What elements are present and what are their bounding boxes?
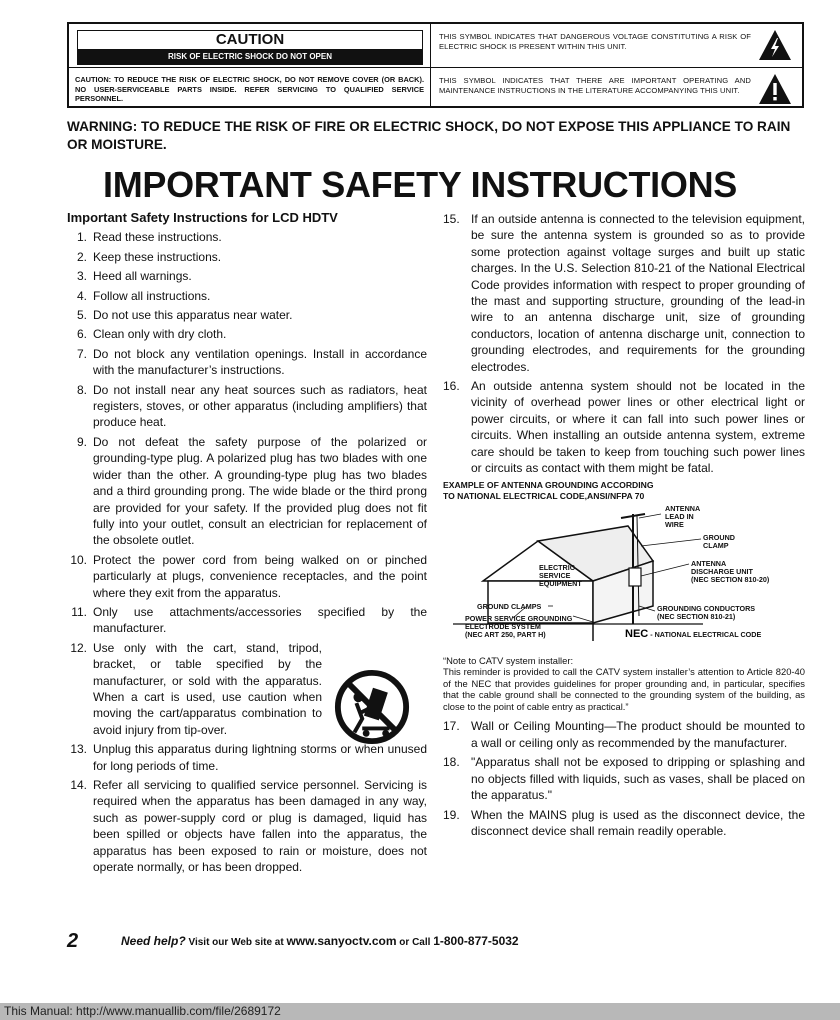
- list-item-number: 11.: [71, 604, 87, 619]
- list-item-text: Do not block any ventilation openings. Install in accordance with the manufacturer’s instructions.: [93, 346, 427, 378]
- visit-text: Visit our Web site at: [185, 937, 287, 948]
- list-item-text: Only use attachments/accessories specified by the manufacturer.: [93, 604, 427, 636]
- list-item: [67, 229, 427, 245]
- list-item-text: Do not install near any heat sources such as radiators, heat registers, stoves, or other apparatus (including amplifiers) that produce heat.: [93, 382, 427, 430]
- left-column: [67, 210, 427, 878]
- label-antenna-2: LEAD IN: [665, 511, 694, 521]
- list-item-text: Keep these instructions.: [93, 249, 222, 264]
- label-discharge-2: DISCHARGE UNIT: [691, 566, 753, 576]
- caution-text-cell: [69, 68, 431, 106]
- list-item-text: Follow all instructions.: [93, 288, 211, 303]
- manual-link-bar[interactable]: This Manual: http://www.manuallib.com/file/2689172: [0, 1003, 840, 1020]
- label-electric-1: ELECTRIC: [539, 562, 575, 572]
- list-item: [67, 268, 427, 284]
- website-link[interactable]: www.sanyoctv.com: [286, 934, 397, 948]
- list-item: [67, 777, 427, 875]
- catv-note: [443, 655, 805, 713]
- list-item-number: 1.: [76, 230, 87, 245]
- list-item-number: 13.: [70, 742, 87, 757]
- label-conductors-2: (NEC SECTION 810-21): [657, 611, 736, 621]
- list-item-text: Unplug this apparatus during lightning storms or when unused for long periods of time.: [93, 742, 427, 773]
- caution-text: CAUTION: TO REDUCE THE RISK OF ELECTRIC SHOCK, DO NOT REMOVE COVER (OR BACK). NO USER-SERVICEABLE PARTS INSIDE. REFER SERVICING TO QUALIFIED SERVICE PERSONNEL.: [75, 75, 424, 103]
- caution-box: [67, 22, 804, 108]
- label-clamp-1: GROUND: [703, 532, 735, 542]
- cart-tipover-warning-icon: [333, 668, 411, 746]
- list-item: [67, 741, 427, 774]
- subheading: Important Safety Instructions for LCD HDTV: [67, 210, 338, 225]
- caution-header-cell: [69, 24, 431, 68]
- list-item-number: 8.: [76, 382, 87, 397]
- label-power-2: ELECTRODE SYSTEM: [465, 621, 541, 631]
- label-discharge-1: ANTENNA: [691, 558, 727, 568]
- voltage-symbol-text: THIS SYMBOL INDICATES THAT DANGEROUS VOLTAGE CONSTITUTING A RISK OF ELECTRIC SHOCK IS PRESENT WITHIN THIS UNIT.: [439, 32, 751, 51]
- label-nec-bold: NEC: [625, 627, 649, 640]
- need-help-text: Need help?: [121, 934, 186, 948]
- list-item: [67, 604, 427, 637]
- label-ground-clamps: GROUND CLAMPS: [477, 601, 542, 611]
- figure-caption-line2: TO NATIONAL ELECTRICAL CODE,ANSI/NFPA 70: [443, 490, 645, 501]
- list-item: [67, 249, 427, 265]
- discharge-unit: [629, 568, 641, 586]
- list-item: [443, 718, 805, 751]
- list-item-number: 18.: [443, 755, 460, 770]
- exclamation-symbol-cell: [431, 68, 802, 106]
- voltage-symbol-cell: [431, 24, 802, 68]
- label-nec: [625, 628, 761, 640]
- figure-caption: [443, 480, 805, 502]
- label-electric-2: SERVICE: [539, 570, 571, 580]
- instruction-list-left: [67, 229, 427, 875]
- catv-title: “Note to CATV system installer:: [443, 654, 574, 666]
- label-electric-3: EQUIPMENT: [539, 578, 582, 588]
- exclamation-warning-icon: [758, 73, 792, 105]
- list-item-number: 2.: [76, 249, 87, 264]
- exclamation-symbol-text: THIS SYMBOL INDICATES THAT THERE ARE IMPORTANT OPERATING AND MAINTENANCE INSTRUCTIONS IN THE LITERATURE ACCOMPANYING THIS UNIT.: [439, 76, 751, 95]
- list-item-text: Use only with the cart, stand, tripod, bracket, or table specified by the manufacturer, or sold with the apparatus. When a cart is used, use caution when moving the cart/apparatus combination to avoid injury from tip-over.: [93, 640, 322, 737]
- list-item: [443, 378, 805, 476]
- catv-text: This reminder is provided to call the CATV system installer’s attention to Article 820-40 of the NEC that provides guidelines for proper grounding and, in particular, specifies that the cable ground shall be connected to the grounding system of the building, as close to the point of cable entry as practical.”: [443, 666, 805, 712]
- label-power-1: POWER SERVICE GROUNDING: [465, 613, 573, 623]
- list-item-text: If an outside antenna is connected to the television equipment, be sure the antenna system is grounded so as to provide some protection against voltage surges and built up static charges. In the U.S. Selection 810-21 of the National Electrical Code provides information with respect to proper grounding of the mast and supporting structure, grounding of the lead-in wire to an antenna discharge unit, size of grounding conductors, location of antenna discharge unit, connection to grounding electrodes, and requirements for the grounding electrodes.: [471, 212, 805, 374]
- list-item-number: 15.: [443, 212, 460, 226]
- list-item-text: When the MAINS plug is used as the disconnect device, the disconnect device shall remain readily operable.: [471, 807, 805, 838]
- caution-title: CAUTION: [77, 30, 423, 50]
- right-column: [443, 211, 805, 842]
- instruction-list-right-a: [443, 211, 805, 477]
- antenna-grounding-diagram: [443, 506, 805, 651]
- list-item-number: 19.: [443, 807, 460, 822]
- label-nec-rest: - NATIONAL ELECTRICAL CODE: [648, 629, 762, 639]
- page-number: 2: [67, 930, 79, 952]
- list-item-text: Do not defeat the safety purpose of the polarized or grounding-type plug. A polarized plug has two blades with one wider than the other. A grounding-type plug has two blades and a third grounding prong. The wide blade or the third prong are provided for your safety. If the provided plug does not fit fully into your outlet, consult an electrician for replacement of the obsolete outlet.: [93, 434, 427, 548]
- antenna-grounding-figure: [443, 506, 805, 651]
- list-item-number: 4.: [76, 288, 87, 303]
- list-item-text: Heed all warnings.: [93, 269, 192, 284]
- list-item-number: 17.: [443, 719, 460, 734]
- caution-subtitle: RISK OF ELECTRIC SHOCK DO NOT OPEN: [77, 49, 423, 65]
- list-item: [443, 754, 805, 803]
- list-item: [67, 326, 427, 342]
- list-item: [67, 346, 427, 379]
- label-antenna-1: ANTENNA: [665, 505, 701, 513]
- list-item-number: 10.: [70, 552, 87, 567]
- or-call-text: or Call: [396, 937, 434, 948]
- list-item-number: 9.: [76, 434, 87, 449]
- list-item: [67, 434, 427, 549]
- instruction-list-right-b: [443, 718, 805, 839]
- list-item: [443, 807, 805, 840]
- list-item-text: "Apparatus shall not be exposed to dripping or splashing and no objects filled with liquids, such as vases, shall be placed on the apparatus.": [471, 755, 805, 803]
- label-clamp-2: CLAMP: [703, 540, 729, 550]
- list-item: [67, 288, 427, 304]
- label-conductors-1: GROUNDING CONDUCTORS: [657, 603, 756, 613]
- list-item-number: 16.: [443, 379, 460, 394]
- list-item-number: 7.: [76, 346, 87, 361]
- list-item-text: Do not use this apparatus near water.: [93, 308, 293, 323]
- list-item: [67, 552, 427, 601]
- lightning-warning-icon: [758, 29, 792, 61]
- label-antenna-3: WIRE: [665, 519, 684, 529]
- phone-number[interactable]: 1-800-877-5032: [433, 934, 519, 948]
- figure-caption-line1: EXAMPLE OF ANTENNA GROUNDING ACCORDING: [443, 479, 654, 490]
- list-item-number: 6.: [76, 327, 87, 342]
- list-item-text: Wall or Ceiling Mounting—The product should be mounted to a wall or ceiling only as recommended by the manufacturer.: [471, 719, 805, 750]
- list-item-number: 14.: [70, 778, 87, 792]
- label-power-3: (NEC ART 250, PART H): [465, 629, 546, 639]
- warning-text: WARNING: TO REDUCE THE RISK OF FIRE OR ELECTRIC SHOCK, DO NOT EXPOSE THIS APPLIANCE TO RAIN OR MOISTURE.: [67, 119, 791, 152]
- list-item-text: An outside antenna system should not be located in the vicinity of overhead power lines or other electrical light or power circuits, or where it can fall into such power lines or circuits. When installing an outside antenna system, extreme care should be taken to keep from touching such power lines or circuits as contact with them might be fatal.: [471, 379, 805, 476]
- label-discharge-3: (NEC SECTION 810-20): [691, 574, 770, 584]
- list-item-text: Protect the power cord from being walked on or pinched particularly at plugs, convenience receptacles, and the point where they exit from the apparatus.: [93, 552, 427, 600]
- list-item-number: 3.: [76, 269, 87, 284]
- page-title: IMPORTANT SAFETY INSTRUCTIONS: [103, 164, 737, 205]
- help-line: [121, 934, 519, 948]
- list-item: [67, 307, 427, 323]
- list-item-number: 5.: [76, 308, 87, 323]
- list-item: [443, 211, 805, 375]
- list-item-text: Clean only with dry cloth.: [93, 327, 227, 342]
- list-item-text: Read these instructions.: [93, 230, 222, 245]
- list-item-text: Refer all servicing to qualified service personnel. Servicing is required when the apparatus has been damaged in any way, such as power-supply cord or plug is damaged, liquid has been spilled or objects have fallen into the apparatus, the apparatus has been exposed to rain or moisture, does not operate normally, or has been dropped.: [93, 778, 427, 875]
- list-item-number: 12.: [70, 640, 87, 655]
- list-item: [67, 382, 427, 431]
